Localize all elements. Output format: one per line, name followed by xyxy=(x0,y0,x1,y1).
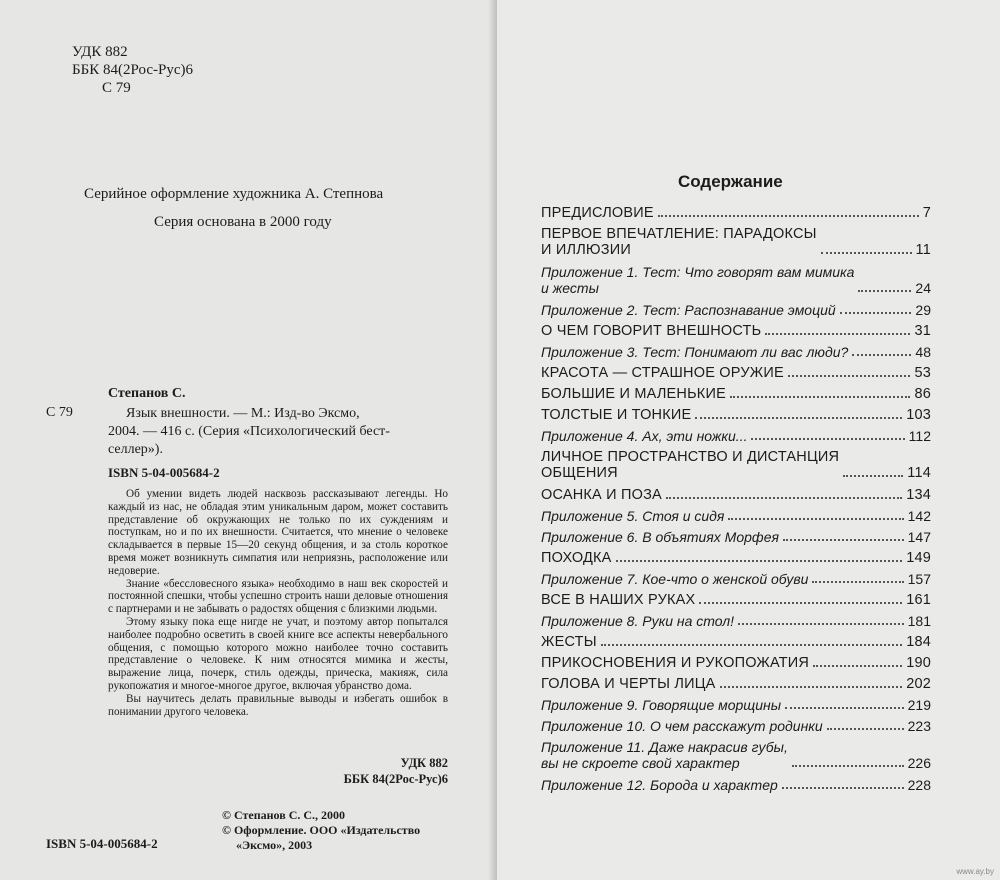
left-page xyxy=(0,0,497,880)
toc-dot-leader xyxy=(821,252,912,254)
toc-entry-title: ОСАНКА И ПОЗА xyxy=(541,487,662,503)
bibliographic-record xyxy=(108,405,448,459)
toc-entry xyxy=(541,777,931,793)
toc-entry-title: ПРИКОСНОВЕНИЯ И РУКОПОЖАТИЯ xyxy=(541,655,810,671)
biblio-line: селлер»). xyxy=(108,442,163,457)
toc-entry-page: 7 xyxy=(922,205,931,221)
toc-entry xyxy=(541,226,931,258)
toc-entry xyxy=(541,449,931,481)
toc-dot-leader xyxy=(658,215,919,217)
copyright-line: © Оформление. ООО «Издательство xyxy=(222,823,421,837)
toc-entry xyxy=(541,571,931,587)
toc-entry-title: ТОЛСТЫЕ И ТОНКИЕ xyxy=(541,407,692,423)
toc-entry-page: 228 xyxy=(907,777,931,793)
toc-entry-page: 147 xyxy=(907,529,931,545)
toc-entry xyxy=(541,428,931,444)
toc-entry-page: 134 xyxy=(906,487,931,503)
toc-entry-title: Приложение 7. Кое-что о женской обуви xyxy=(541,571,809,587)
toc-entry xyxy=(541,264,931,296)
copyright-line: «Эксмо», 2003 xyxy=(236,838,313,852)
toc-dot-leader xyxy=(730,396,911,398)
toc-entry-title: Приложение 4. Ах, эти ножки... xyxy=(541,428,748,444)
udk-block-top xyxy=(72,43,193,97)
toc-dot-leader xyxy=(666,497,902,499)
udk-code-bottom: УДК 882 xyxy=(400,756,448,770)
toc-entry-page: 157 xyxy=(907,571,931,587)
toc-entry xyxy=(541,655,931,671)
toc-title: Содержание xyxy=(678,172,783,191)
table-of-contents xyxy=(541,205,931,798)
toc-entry xyxy=(541,697,931,713)
toc-dot-leader xyxy=(695,417,902,419)
biblio-line: Язык внешности. — М.: Изд-во Эксмо, xyxy=(126,406,360,421)
annotation-paragraph: Этому языку пока еще нигде не учат, и поэтому автор попытался наиболее подробно осветить в своей книге все аспекты невербального общения, с помощью которого можно наиболее точно составить представление о человеке. К ним относятся мимика и жесты, выражение лица, почерк, стиль одежды, прическа, макияж, сила рукопожатия и многое-многое другое, включая убранство дома. xyxy=(108,615,448,692)
toc-entry-page: 31 xyxy=(914,323,931,339)
toc-entry-page: 202 xyxy=(906,676,931,692)
series-design-credit: Серийное оформление художника А. Степнова xyxy=(84,186,384,202)
toc-entry-title: ГОЛОВА И ЧЕРТЫ ЛИЦА xyxy=(541,676,716,692)
toc-dot-leader xyxy=(788,375,911,377)
toc-entry-title: КРАСОТА — СТРАШНОЕ ОРУЖИЕ xyxy=(541,365,784,381)
toc-entry xyxy=(541,344,931,360)
toc-entry-page: 29 xyxy=(915,302,931,318)
annotation-text xyxy=(108,488,448,718)
toc-entry xyxy=(541,634,931,650)
toc-entry-page: 219 xyxy=(907,697,931,713)
toc-entry xyxy=(541,407,931,423)
author-name: Степанов С. xyxy=(108,386,186,401)
watermark: www.ay.by xyxy=(956,867,994,876)
toc-entry-page: 223 xyxy=(907,718,931,734)
biblio-line: 2004. — 416 с. (Серия «Психологический бест- xyxy=(108,424,390,439)
call-mark: С 79 xyxy=(46,405,73,420)
toc-entry-page: 48 xyxy=(915,344,931,360)
toc-entry-page: 184 xyxy=(906,634,931,650)
toc-dot-leader xyxy=(813,665,902,667)
toc-entry-title: Приложение 10. О чем расскажут родинки xyxy=(541,718,823,734)
toc-entry-title: ЛИЧНОЕ ПРОСТРАНСТВО И ДИСТАНЦИЯ ОБЩЕНИЯ xyxy=(541,449,840,481)
toc-dot-leader xyxy=(720,686,903,688)
toc-entry-title: Приложение 12. Борода и характер xyxy=(541,777,778,793)
toc-dot-leader xyxy=(792,765,904,767)
toc-dot-leader xyxy=(785,707,904,709)
toc-entry-title: Приложение 11. Даже накрасив губы, вы не скроете свой характер xyxy=(541,739,788,771)
toc-entry-page: 190 xyxy=(906,655,931,671)
toc-entry xyxy=(541,739,931,771)
isbn-bottom: ISBN 5-04-005684-2 xyxy=(46,836,158,851)
toc-entry-title: ВСЕ В НАШИХ РУКАХ xyxy=(541,592,696,608)
copyright-block xyxy=(222,808,420,853)
toc-dot-leader xyxy=(728,518,903,520)
toc-dot-leader xyxy=(782,787,904,789)
toc-dot-leader xyxy=(601,644,902,646)
toc-entry-page: 11 xyxy=(915,242,931,258)
toc-entry-title: БОЛЬШИЕ И МАЛЕНЬКИЕ xyxy=(541,386,726,402)
isbn-line: ISBN 5-04-005684-2 xyxy=(108,465,220,480)
toc-entry-title: О ЧЕМ ГОВОРИТ ВНЕШНОСТЬ xyxy=(541,323,762,339)
toc-entry xyxy=(541,323,931,339)
toc-dot-leader xyxy=(858,290,911,292)
toc-entry xyxy=(541,592,931,608)
toc-dot-leader xyxy=(616,560,903,562)
toc-entry-title: ЖЕСТЫ xyxy=(541,634,597,650)
toc-dot-leader xyxy=(699,602,902,604)
annotation-paragraph: Вы научитесь делать правильные выводы и избегать ошибок в понимании другого человека. xyxy=(108,692,448,718)
annotation-paragraph: Знание «бессловесного языка» необходимо в наш век скоростей и постоянной спешки, чтобы успешно строить наши деловые отношения с партнерами и не забывать о радостях общения с близкими людьми. xyxy=(108,577,448,616)
toc-entry-page: 142 xyxy=(907,508,931,524)
toc-entry-title: ПЕРВОЕ ВПЕЧАТЛЕНИЕ: ПАРАДОКСЫ И ИЛЛЮЗИИ xyxy=(541,226,817,258)
toc-entry xyxy=(541,302,931,318)
toc-entry xyxy=(541,718,931,734)
toc-entry xyxy=(541,613,931,629)
toc-dot-leader xyxy=(843,475,903,477)
toc-entry-page: 114 xyxy=(907,465,931,481)
udk-block-bottom xyxy=(330,755,448,787)
toc-entry-page: 181 xyxy=(907,613,931,629)
toc-entry-page: 24 xyxy=(915,280,931,296)
toc-entry-title: Приложение 9. Говорящие морщины xyxy=(541,697,782,713)
bbk-code-bottom: ББК 84(2Рос-Рус)6 xyxy=(343,772,448,786)
call-mark-top: С 79 xyxy=(102,80,131,96)
toc-entry xyxy=(541,508,931,524)
toc-dot-leader xyxy=(738,623,904,625)
toc-dot-leader xyxy=(852,354,911,356)
toc-entry xyxy=(541,386,931,402)
toc-dot-leader xyxy=(751,438,904,440)
toc-entry xyxy=(541,550,931,566)
toc-entry-title: Приложение 2. Тест: Распознавание эмоций xyxy=(541,302,836,318)
toc-entry xyxy=(541,529,931,545)
toc-entry xyxy=(541,365,931,381)
toc-entry-title: Приложение 1. Тест: Что говорят вам мимика и жесты xyxy=(541,264,855,296)
toc-entry-title: Приложение 8. Руки на стол! xyxy=(541,613,735,629)
toc-entry xyxy=(541,487,931,503)
toc-dot-leader xyxy=(827,728,904,730)
series-founded-note: Серия основана в 2000 году xyxy=(154,214,332,230)
toc-entry-page: 112 xyxy=(908,428,931,444)
udk-code: УДК 882 xyxy=(72,44,128,60)
toc-dot-leader xyxy=(765,333,910,335)
toc-entry-page: 161 xyxy=(906,592,931,608)
toc-entry xyxy=(541,205,931,221)
toc-entry-title: ПРЕДИСЛОВИЕ xyxy=(541,205,654,221)
toc-entry-page: 53 xyxy=(914,365,931,381)
toc-entry-page: 226 xyxy=(907,755,931,771)
copyright-line: © Степанов С. С., 2000 xyxy=(222,808,346,822)
bbk-code: ББК 84(2Рос-Рус)6 xyxy=(72,62,193,78)
toc-entry-title: Приложение 5. Стоя и сидя xyxy=(541,508,725,524)
toc-dot-leader xyxy=(783,539,904,541)
toc-entry xyxy=(541,676,931,692)
toc-entry-title: Приложение 3. Тест: Понимают ли вас люди? xyxy=(541,344,849,360)
toc-entry-page: 103 xyxy=(906,407,931,423)
toc-entry-page: 149 xyxy=(906,550,931,566)
toc-entry-title: ПОХОДКА xyxy=(541,550,612,566)
toc-entry-title: Приложение 6. В объятиях Морфея xyxy=(541,529,780,545)
toc-dot-leader xyxy=(840,312,912,314)
toc-entry-page: 86 xyxy=(914,386,931,402)
annotation-paragraph: Об умении видеть людей насквозь рассказывают легенды. Но каждый из нас, не обладая этим уникальным даром, может составить представление об окружающих не только по их суждениям и поступкам, но и по их внешности. Считается, что мнение о человеке складывается в первые 15—20 секунд общения, и за столь короткое время может возникнуть симпатия или неприязнь, расположение или недоверие. xyxy=(108,488,448,577)
toc-dot-leader xyxy=(812,581,903,583)
